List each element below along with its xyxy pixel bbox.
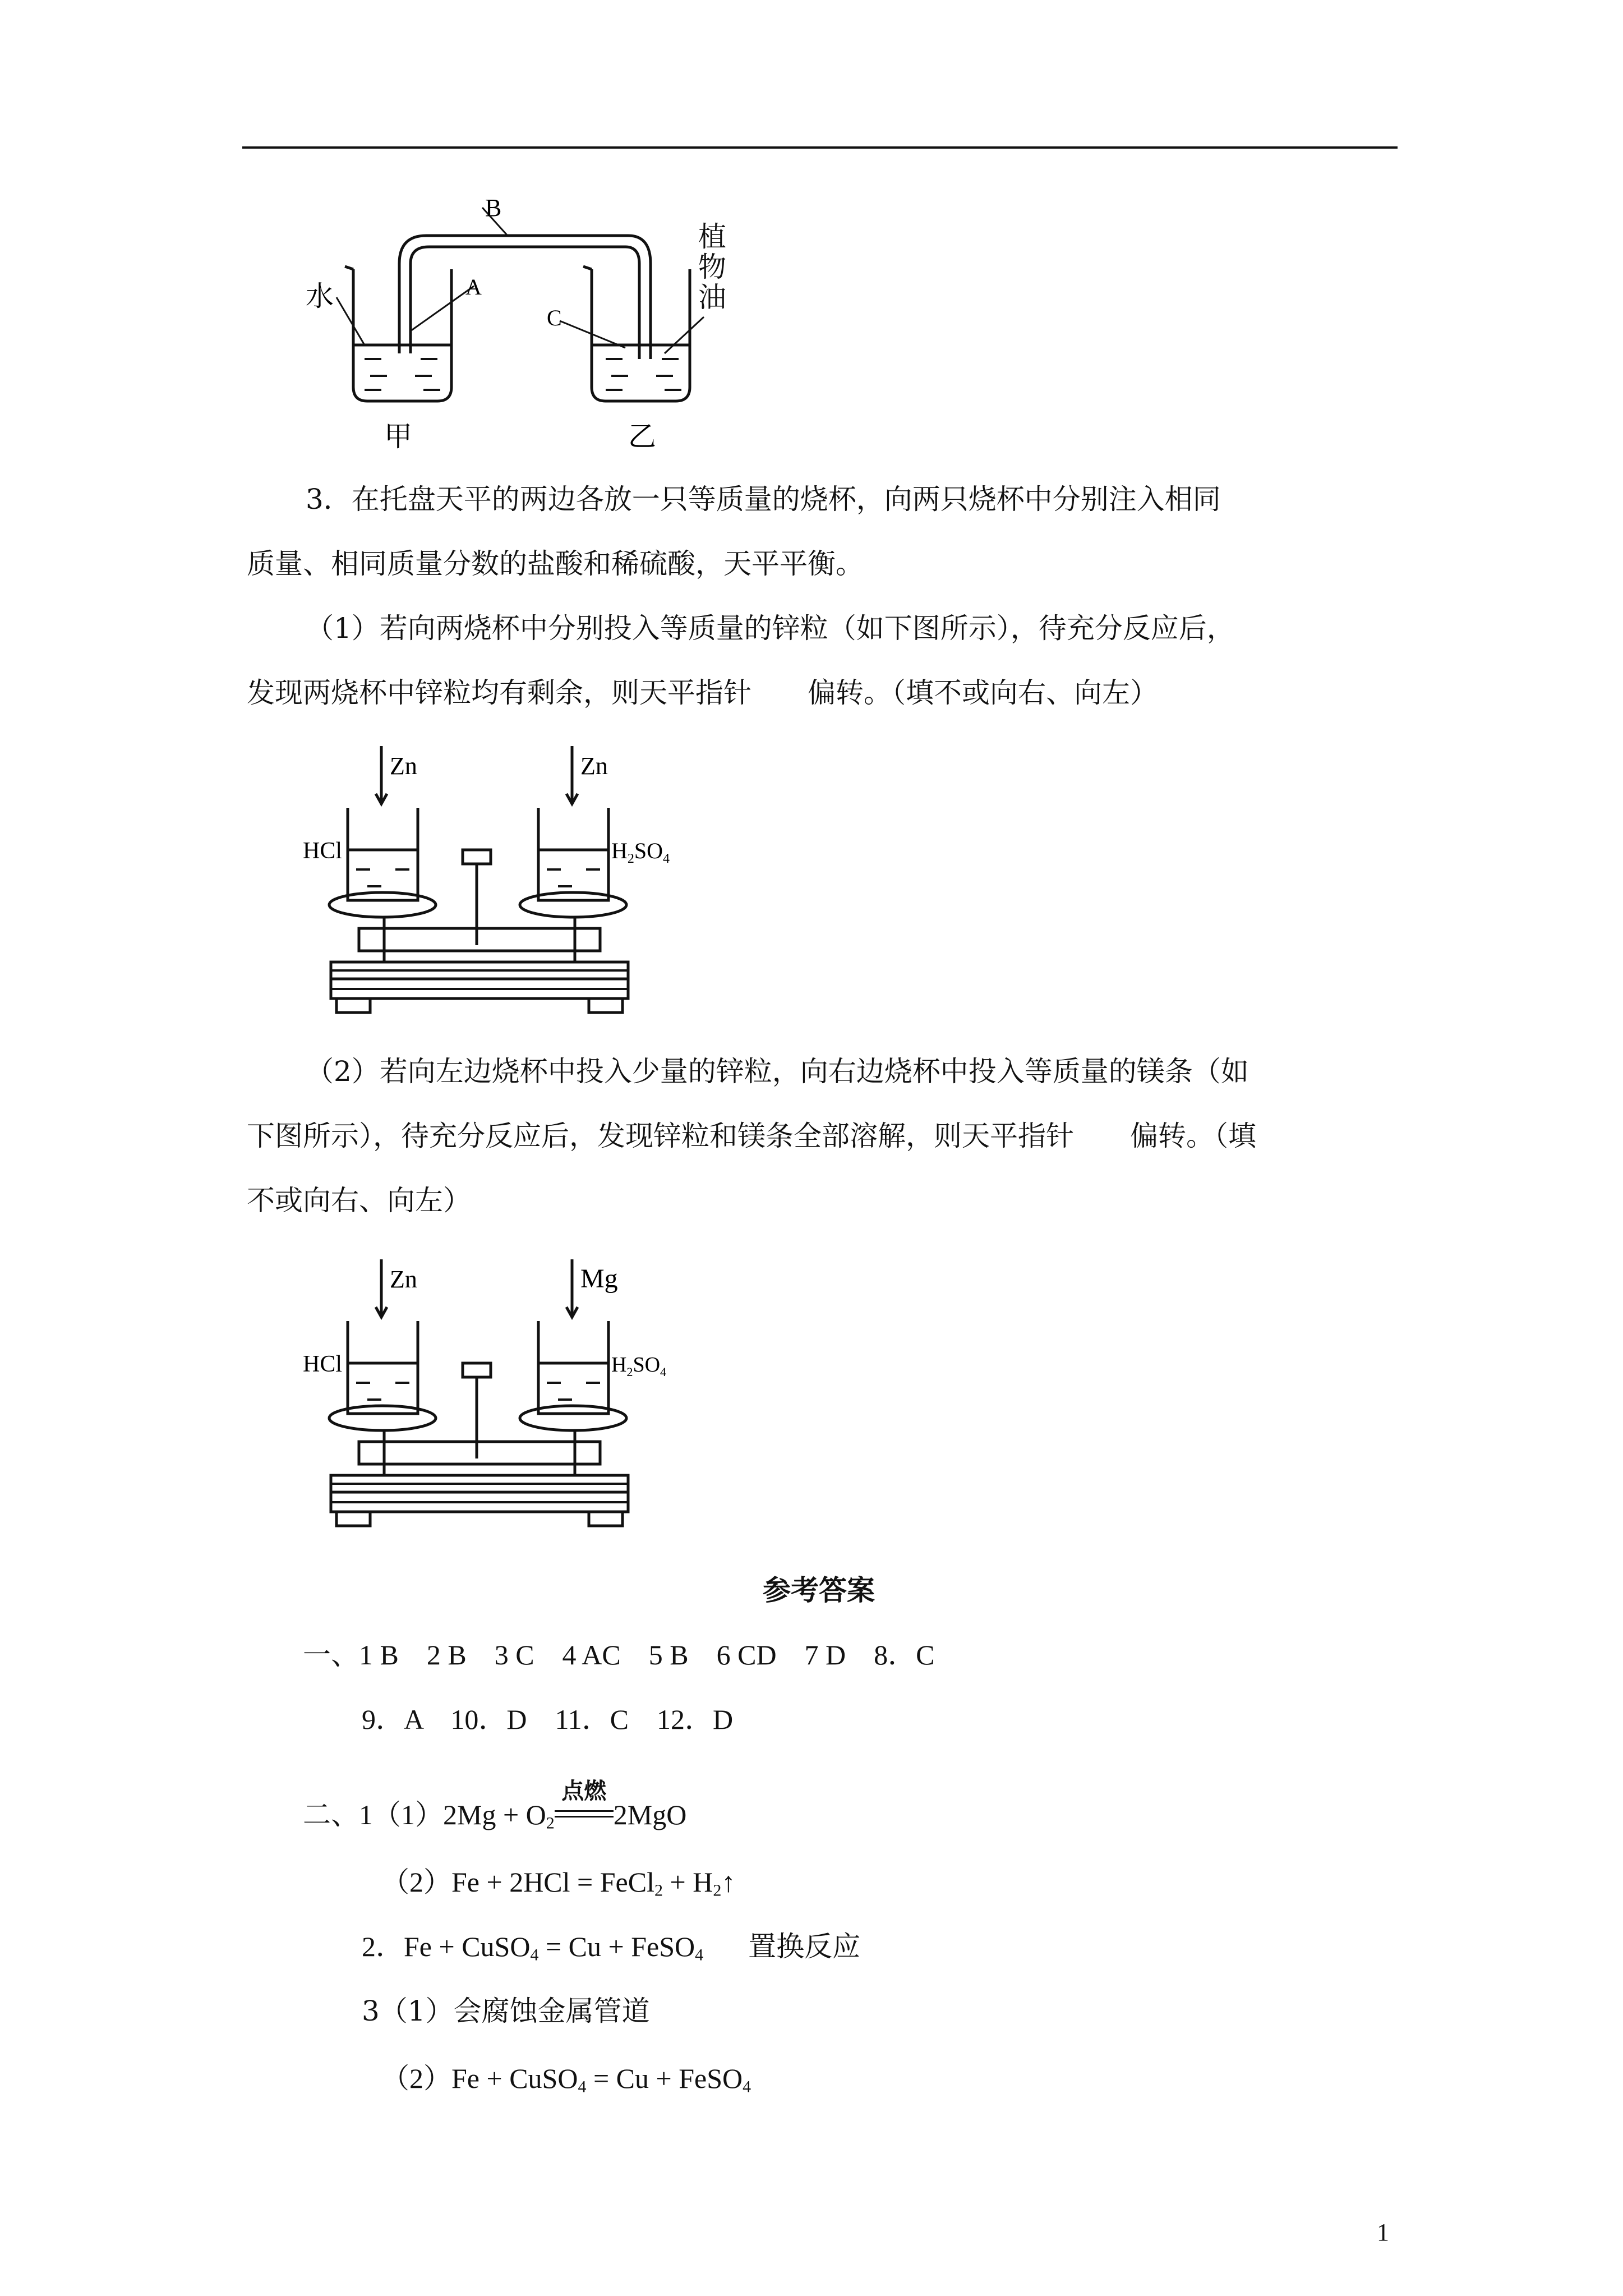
fig2-right-acid: $H_2SO_4$ <box>611 838 670 866</box>
q3-part2-line1: （2）若向左边烧杯中投入少量的锌粒，向右边烧杯中投入等质量的镁条（如 <box>306 1055 1249 1088</box>
label-water: 水 <box>306 280 334 312</box>
page-number: 1 <box>1377 2219 1389 2246</box>
answers-title: 参考答案 <box>763 1573 875 1607</box>
q3-intro-line2: 质量、相同质量分数的盐酸和稀硫酸，天平平衡。 <box>247 547 864 580</box>
label-b: B <box>485 194 502 222</box>
q3-intro-line1: 3．在托盘天平的两边各放一只等质量的烧杯，向两只烧杯中分别注入相同 <box>306 483 1221 516</box>
answers-line2: 9．A 10．D 11．C 12．D <box>362 1704 734 1735</box>
answer-eq4: （2）Fe + CuSO$_4$ = Cu + FeSO$_4$ <box>381 2063 751 2096</box>
fig3-right-acid: $H_2SO_4$ <box>611 1353 667 1379</box>
fig2-right-metal: Zn <box>580 752 608 780</box>
label-oil: 植物油 <box>698 220 726 314</box>
label-yi: 乙 <box>628 420 656 453</box>
fig3-left-metal: Zn <box>390 1266 417 1293</box>
label-c: C <box>547 305 562 330</box>
fig3-right-metal: Mg <box>580 1264 618 1294</box>
answer-eq1: 二、$1(1)2Mg + O_2$ 点燃 2MgO <box>303 1798 686 1841</box>
q3-part2-line2: 下图所示），待充分反应后，发现锌粒和镁条全部溶解，则天平指针 偏转。（填 <box>247 1120 1256 1152</box>
balance-figure-zn-mg <box>297 1251 723 1537</box>
header-rule <box>242 146 1398 149</box>
answer-eq2: （2）Fe + 2HCl = FeCl$_2$ + $H_2↑$ <box>381 1866 736 1900</box>
answers-line1: 一、1 B 2 B 3 C 4 AC 5 B 6 CD 7 D 8．C <box>303 1639 935 1671</box>
fig2-left-metal: Zn <box>390 752 417 780</box>
eq1-condition: 点燃 <box>561 1778 607 1804</box>
q3-part2-line3: 不或向右、向左） <box>247 1184 471 1217</box>
fig2-left-acid: HCl <box>303 838 343 864</box>
answer-3-1: 3（1）会腐蚀金属管道 <box>362 1995 650 2027</box>
q3-part1-line2: 发现两烧杯中锌粒均有剩余，则天平指针 偏转。（填不或向右、向左） <box>247 677 1158 709</box>
fig3-left-acid: HCl <box>303 1351 343 1377</box>
q3-part1-line1: （1）若向两烧杯中分别投入等质量的锌粒（如下图所示），待充分反应后， <box>306 612 1235 645</box>
label-a: A <box>465 274 482 300</box>
answer-eq3: 2．Fe + CuSO$_4$ = Cu + FeSO$_4$ 置换反应 <box>362 1930 861 1964</box>
balance-figure-zn-zn <box>297 738 723 1024</box>
siphon-figure <box>292 191 751 460</box>
label-jia: 甲 <box>384 420 412 453</box>
